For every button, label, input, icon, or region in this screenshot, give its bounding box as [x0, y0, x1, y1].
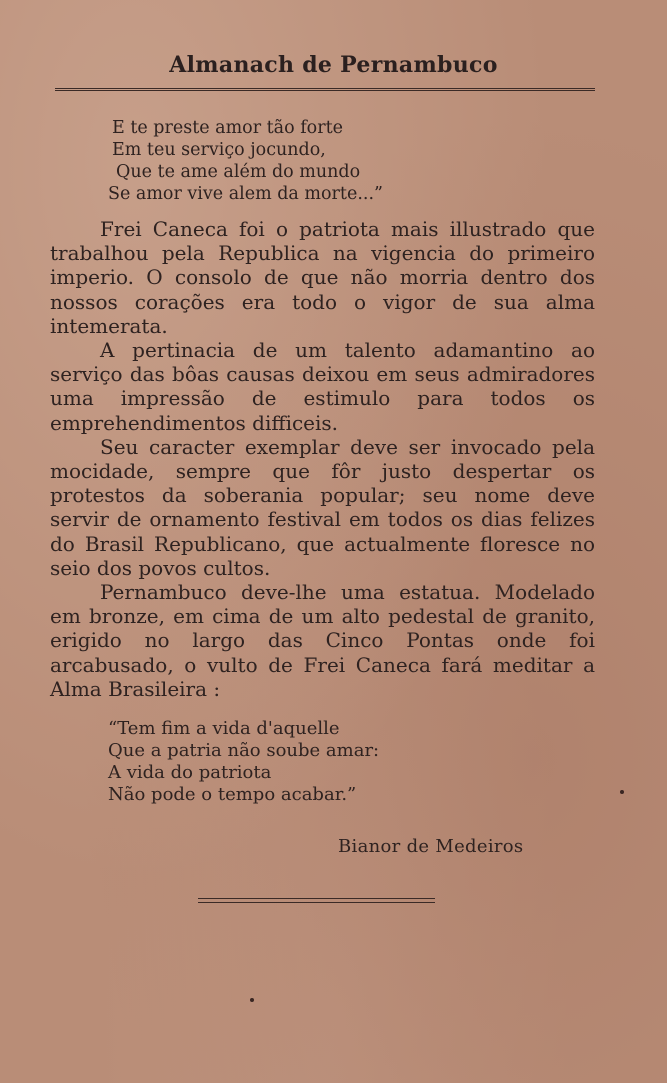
paragraph: Pernambuco deve-lhe uma estatua. Modelado em bronze, em cima de um alto pedestal de granito, erigido no largo das Cinco Pontas onde foi arcabusado, o vulto de Frei Caneca fará meditar a Alma Brasileira : — [50, 580, 595, 701]
paragraph: Seu caracter exemplar deve ser invocado pela mocidade, sempre que fôr justo despertar os protestos da soberania popular; seu nome deve servir de ornamento festival em todos os dias felizes do Brasil Republicano, que actualmente floresce no seio dos povos cultos. — [50, 434, 595, 580]
ink-speck — [250, 998, 254, 1002]
verse-bottom — [108, 718, 379, 806]
verse-line: A vida do patriota — [108, 762, 272, 783]
verse-top — [108, 117, 383, 205]
paragraph: A pertinacia de um talento adamantino ao serviço das bôas causas deixou em seus admiradores uma impressão de estimulo para todos os emprehendimentos difficeis. — [50, 338, 595, 435]
verse-line: Se amor vive alem da morte...” — [108, 184, 383, 204]
verse-line: “Tem fim a vida d'aquelle — [108, 718, 340, 739]
ink-speck — [620, 790, 624, 794]
header-rule — [55, 88, 595, 91]
verse-line: Que a patria não soube amar: — [108, 740, 380, 761]
running-header: Almanach de Pernambuco — [169, 52, 498, 78]
verse-line: Não pode o tempo acabar.” — [108, 784, 357, 805]
verse-line: Que te ame além do mundo — [116, 162, 361, 182]
body-text — [50, 217, 595, 701]
verse-line: E te preste amor tão forte — [112, 118, 343, 138]
author-signature: Bianor de Medeiros — [338, 836, 524, 857]
verse-line: Em teu serviço jocundo, — [112, 140, 326, 160]
paragraph: Frei Caneca foi o patriota mais illustrado que trabalhou pela Republica na vigencia do primeiro imperio. O consolo de que não morria dentro dos nossos corações era todo o vigor de sua alma intemerata. — [50, 217, 595, 338]
closing-rule — [198, 898, 435, 903]
